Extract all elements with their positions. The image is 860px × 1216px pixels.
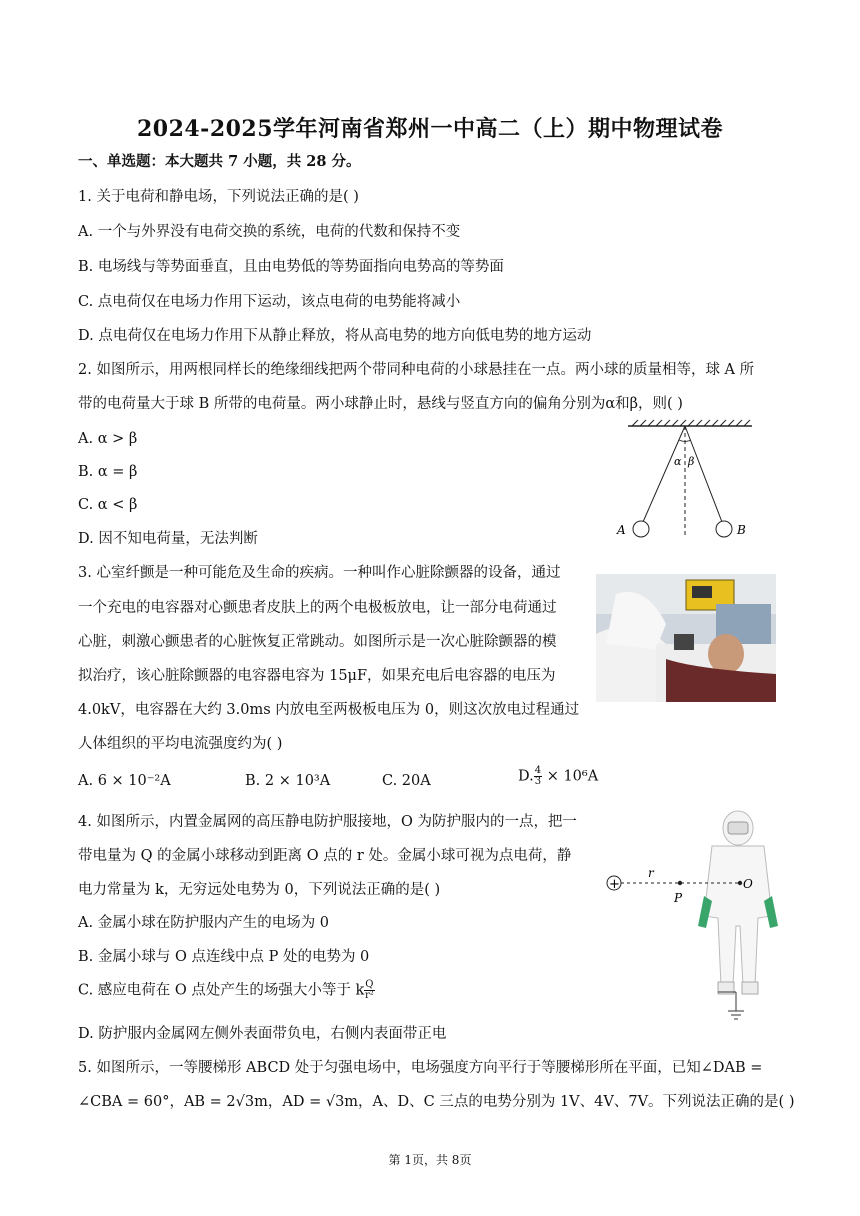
defibrillator-photo [596,574,776,702]
q2-option-a: A. α > β [78,431,138,447]
protective-suit-figure [600,806,790,1028]
r-label: r [648,866,654,880]
q3-stem-line3: 心脏，刺激心颤患者的心脏恢复正常跳动。如图所示是一次心脏除颤器的模 [78,634,557,650]
q3-option-b: B. 2 × 10³A [245,773,331,789]
q1-option-a: A. 一个与外界没有电荷交换的系统，电荷的代数和保持不变 [78,224,461,240]
q5-stem-line1: 5. 如图所示，一等腰梯形 ABCD 处于匀强电场中，电场强度方向平行于等腰梯形所在平面，已知∠DAB = [78,1060,763,1076]
q4-stem-line3: 电力常量为 k，无穷远处电势为 0，下列说法正确的是( ) [78,882,441,898]
q1-option-c: C. 点电荷仅在电场力作用下运动，该点电荷的电势能将减小 [78,294,461,310]
ball-b [716,521,732,537]
q3-stem-line6: 人体组织的平均电流强度约为( ) [78,736,283,752]
section-heading: 一、单选题：本大题共 7 小题，共 28 分。 [78,153,361,170]
ball-b-label: B [737,523,746,537]
ball-a [633,521,649,537]
total-points: 28 [306,153,327,170]
q2-option-d: D. 因不知电荷量，无法判断 [78,531,258,547]
q4-option-c-fraction: $\frac{Q}{\text{r²}}$ [365,979,374,1001]
q2-option-c: C. α < β [78,497,138,513]
q4-option-b: B. 金属小球与 O 点连线中点 P 处的电势为 0 [78,949,370,965]
q3-option-d-fraction: $\frac{4}{3}$ [534,765,542,787]
q4-option-a: A. 金属小球在防护服内产生的电场为 0 [78,915,330,931]
beta-label: β [688,455,695,468]
q1-stem: 1. 关于电荷和静电场，下列说法正确的是( ) [78,189,359,205]
q2-stem-line2: 带的电荷量大于球 B 所带的电荷量。两小球静止时，悬线与竖直方向的偏角分别为α和β，则( ) [78,396,683,412]
q1-option-d: D. 点电荷仅在电场力作用下从静止释放，将从高电势的地方向低电势的地方运动 [78,328,592,344]
q2-option-b: B. α = β [78,464,138,480]
alpha-label: α [674,455,682,468]
point-p [678,881,682,885]
plus-sign: + [609,877,620,892]
q2-stem-line1: 2. 如图所示，用两根同样长的绝缘细线把两个带同种电荷的小球悬挂在一点。两小球的质量相等，球 A 所 [78,362,755,378]
q1-option-b: B. 电场线与等势面垂直，且由电势低的等势面指向电势高的等势面 [78,259,504,275]
q3-stem-line5: 4.0kV，电容器在大约 3.0ms 内放电至两极板电压为 0，则这次放电过程通过 [78,702,580,718]
page-footer: 第 1页，共 8页 [388,1153,472,1167]
q3-option-d: D. $\frac{4}{3}$ × 10⁶A [518,765,599,787]
q4-option-c: C. 感应电荷在 O 点处产生的场强大小等于 k $\frac{Q}{\text{r²}}$ [78,979,374,1001]
q3-stem-line4: 拟治疗，该心脏除颤器的电容器电容为 15μF，如果充电后电容器的电压为 [78,668,556,684]
q3-option-c: C. 20A [382,773,431,789]
q3-stem-line2: 一个充电的电容器对心颤患者皮肤上的两个电极板放电，让一部分电荷通过 [78,600,557,616]
p-label: P [674,891,683,905]
ball-a-label: A [617,523,626,537]
q5-stem-line2: ∠CBA = 60°，AB = 2√3m，AD = √3m，A、D、C 三点的电势分别为 1V、4V、7V。下列说法正确的是( ) [78,1094,795,1110]
page-title: 2024-2025学年河南省郑州一中高二（上）期中物理试卷 [136,116,724,142]
q3-stem-line1: 3. 心室纤颤是一种可能危及生命的疾病。一种叫作心脏除颤器的设备，通过 [78,565,561,581]
question-count: 7 [228,153,239,170]
point-o [738,881,742,885]
o-label: O [743,877,753,891]
q4-stem-line2: 带电量为 Q 的金属小球移动到距离 O 点的 r 处。金属小球可视为点电荷，静 [78,848,572,864]
q4-stem-line1: 4. 如图所示，内置金属网的高压静电防护服接地，O 为防护服内的一点，把一 [78,814,577,830]
q4-option-d: D. 防护服内金属网左侧外表面带负电，右侧内表面带正电 [78,1026,447,1042]
q3-option-a: A. 6 × 10⁻²A [78,773,171,789]
pendulum-figure [610,418,770,544]
